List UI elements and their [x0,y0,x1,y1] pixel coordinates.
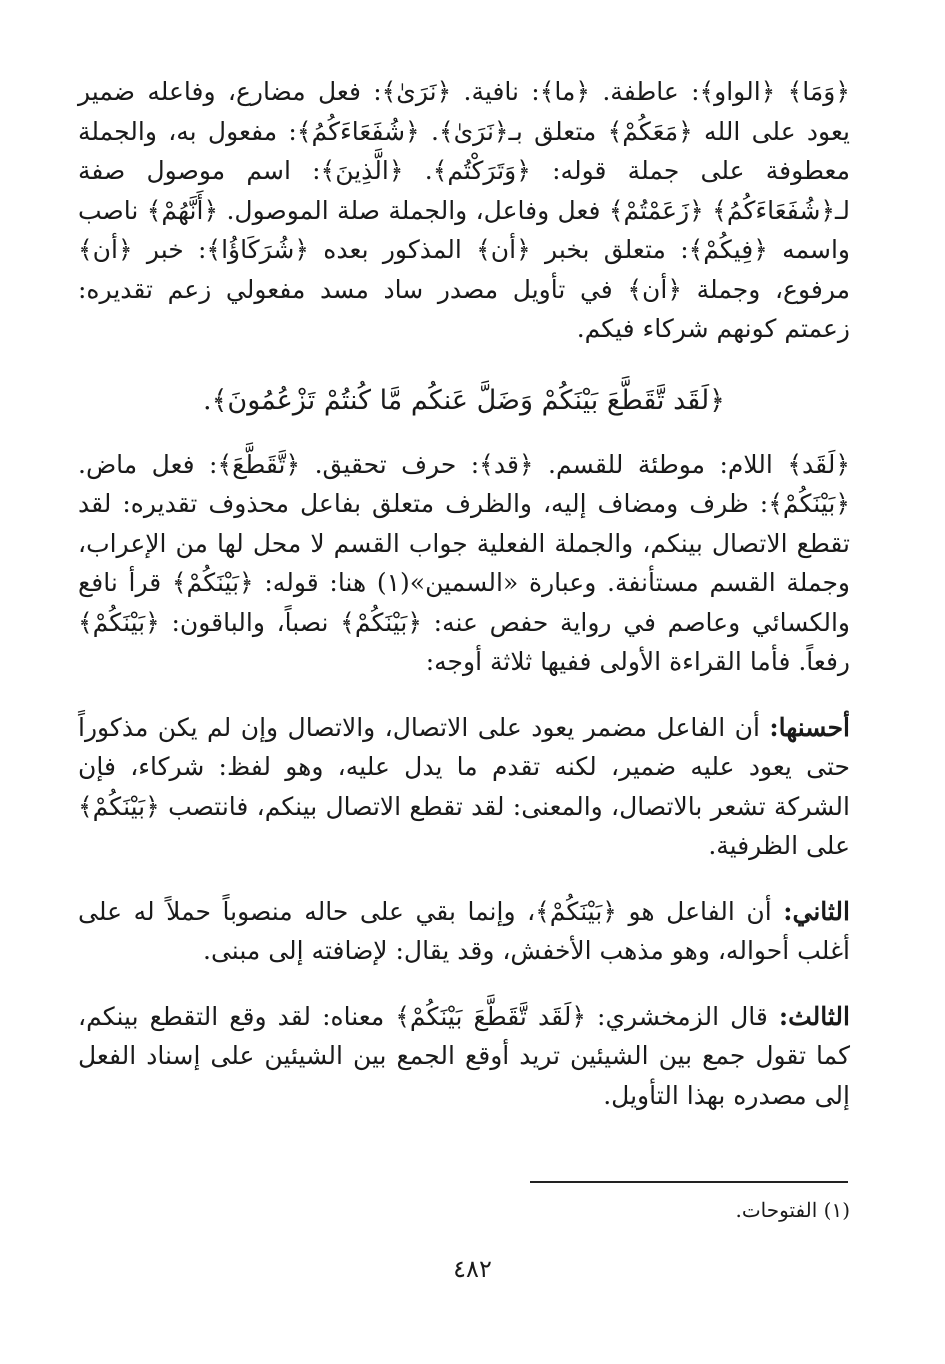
paragraph-third-aspect [78,997,850,1116]
paragraph-lead: الثاني: [783,896,850,926]
footnote-separator [530,1181,848,1183]
paragraph-lead: الثالث: [778,1001,850,1031]
paragraph-text: قال الزمخشري: ﴿لَقَد تَّقَطَّعَ بَيْنَكُمْ﴾ معناه: لقد وقع التقطع بينكم، كما تقول جمع بين الشيئين تريد أوقع الجمع بين الشيئين على إسناد الفعل إلى مصدره بهذا التأويل. [78,1001,850,1110]
footnote: (١) الفتوحات. [735,1198,850,1222]
paragraph-first-aspect [78,708,850,866]
page-number: ٤٨٢ [453,1255,492,1283]
paragraph-irab-wama [78,72,850,349]
paragraph-text: أن الفاعل هو ﴿بَيْنَكُمْ﴾، وإنما بقي على حاله منصوباً حملاً له على أغلب أحواله، وهو مذهب الأخفش، وقد يقال: لإضافته إلى مبنى. [78,896,850,965]
paragraph-text: أن الفاعل مضمر يعود على الاتصال، والاتصال وإن لم يكن مذكوراً حتى يعود عليه ضمير، لكنه تقدم ما يدل عليه، وهو لفظ: شركاء، فإن الشركة تشعر بالاتصال، والمعنى: لقد تقطع الاتصال بينكم، فانتصب ﴿بَيْنَكُمْ﴾ على الظرفية. [78,712,850,860]
quran-verse [78,379,850,423]
paragraph-second-aspect [78,892,850,971]
verse-text: ﴿لَقَد تَّقَطَّعَ بَيْنَكُمْ وَضَلَّ عَنكُم مَّا كُنتُمْ تَزْعُمُونَ﴾. [202,384,725,416]
paragraph-text: ﴿لَقَد﴾ اللام: موطئة للقسم. ﴿قد﴾: حرف تحقيق. ﴿تَّقَطَّعَ﴾: فعل ماض. ﴿بَيْنَكُمْ﴾: ظرف ومضاف إليه، والظرف متعلق بفاعل محذوف تقديره: لقد تقطع الاتصال بينكم، والجملة الفعلية جواب القسم لا محل لها من الإعراب، وجملة القسم مستأنفة. وعبارة «السمين»(١) هنا: قوله: ﴿بَيْنَكُمْ﴾ قرأ نافع والكسائي وعاصم في رواية حفص عنه: ﴿بَيْنَكُمْ﴾ نصباً، والباقون: ﴿بَيْنَكُمْ﴾ رفعاً. فأما القراءة الأولى ففيها ثلاثة أوجه: [78,449,850,676]
paragraph-text: ﴿وَمَا﴾ ﴿الواو﴾: عاطفة. ﴿ما﴾: نافية. ﴿نَرَىٰ﴾: فعل مضارع، وفاعله ضمير يعود على الله ﴿مَعَكُمْ﴾ متعلق بـ﴿نَرَىٰ﴾. ﴿شُفَعَاءَكُمُ﴾: مفعول به، والجملة معطوفة على جملة قوله: ﴿وَتَرَكْتُم﴾. ﴿الَّذِينَ﴾: اسم موصول صفة لـ﴿شُفَعَاءَكُمُ﴾ ﴿زَعَمْتُمْ﴾ فعل وفاعل، والجملة صلة الموصول. ﴿أَنَّهُمْ﴾ ناصب واسمه ﴿فِيكُمْ﴾: متعلق بخبر ﴿أن﴾ المذكور بعده ﴿شُرَكَاؤُا﴾: خبر ﴿أن﴾ مرفوع، وجملة ﴿أن﴾ في تأويل مصدر ساد مسد مفعولي زعم تقديره: زعمتم كونهم شركاء فيكم. [78,77,850,343]
paragraph-lead: أحسنها: [769,712,850,742]
paragraph-irab-laqad [78,445,850,682]
